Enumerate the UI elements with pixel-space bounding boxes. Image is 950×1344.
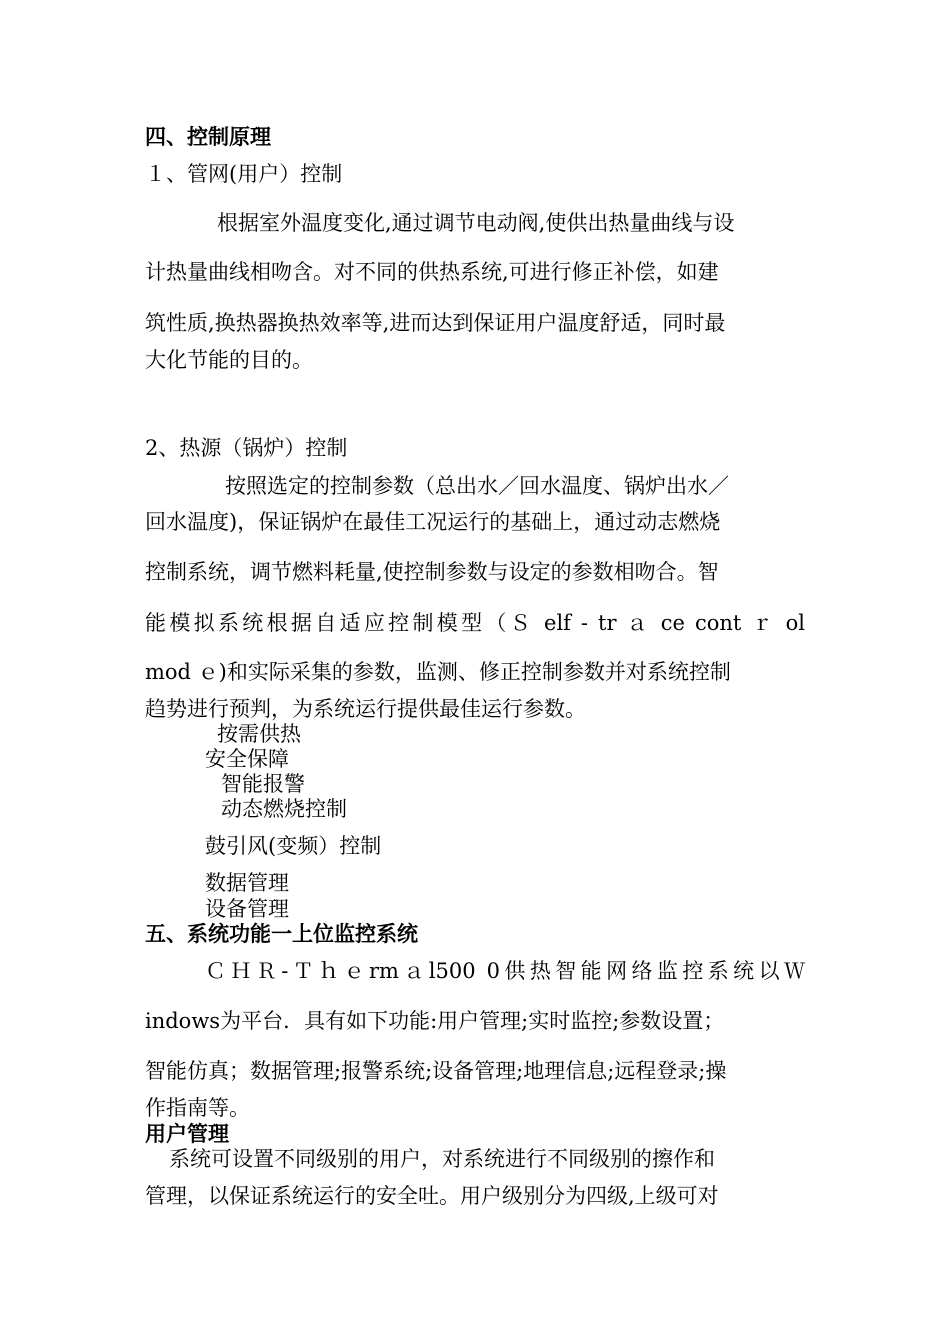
user-management-heading: 用户管理 xyxy=(145,1122,229,1146)
feature-item: 鼓引风(变频）控制 xyxy=(205,834,382,858)
paragraph-line: 回水温度)，保证锅炉在最佳工况运行的基础上，通过动志燃烧 xyxy=(145,510,721,534)
paragraph-line: 系统可设置不同级别的用户，对系统进行不同级别的擦作和 xyxy=(169,1147,715,1171)
subsection-network-title: １、管网(用户）控制 xyxy=(145,162,343,186)
paragraph-line: mod ｅ)和实际采集的参数，监测、修正控制参数并对系统控制 xyxy=(145,660,731,684)
section-4-heading: 四、控制原理 xyxy=(145,125,271,149)
paragraph-line: 趋势进行预判，为系统运行提供最佳运行参数。 xyxy=(145,697,586,721)
paragraph-line: 计热量曲线相吻含。对不同的供热系统,可进行修正补偿，如建 xyxy=(145,260,719,284)
subsection-heat-source-title: 2、热源（锅炉）控制 xyxy=(145,436,348,460)
feature-item: 动态燃烧控制 xyxy=(221,797,347,821)
paragraph-line: 管理，以保证系统运行的安全吐。用户级别分为四级,上级可对 xyxy=(145,1184,719,1208)
paragraph-line: 智能仿真；数据管理;报警系统;设备管理;地理信息;远程登录;操 xyxy=(145,1059,727,1083)
feature-item: 数据管理 xyxy=(205,871,289,895)
feature-item: 安全保障 xyxy=(205,747,289,771)
paragraph-line: ＣＨＲ-Ｔｈｅrmａl500 0供热智能网络监控系统以Ｗ xyxy=(205,959,805,983)
paragraph-line: 控制系统，调节燃料耗量,使控制参数与设定的参数相吻合。智 xyxy=(145,560,719,584)
paragraph-line: 按照选定的控制参数（总出水／回水温度、锅炉出水／ xyxy=(225,474,729,498)
feature-item: 设备管理 xyxy=(205,897,289,921)
paragraph-line: 筑性质,换热器换热效率等,进而达到保证用户温度舒适，同时最 xyxy=(145,311,726,335)
paragraph-line: 作指南等。 xyxy=(145,1096,250,1120)
paragraph-line: indows为平台．具有如下功能:用户管理;实时监控;参数设置； xyxy=(145,1009,725,1033)
section-5-heading: 五、系统功能一上位监控系统 xyxy=(145,922,418,946)
paragraph-line: 根据室外温度变化,通过调节电动阀,使供出热量曲线与设 xyxy=(217,211,735,235)
feature-item: 按需供热 xyxy=(217,722,301,746)
paragraph-line: 能模拟系统根据自适应控制模型（Ｓ elf - tr ａ ce cont ｒ ol xyxy=(145,611,805,635)
feature-item: 智能报警 xyxy=(221,772,305,796)
paragraph-line: 大化节能的目的。 xyxy=(145,348,313,372)
